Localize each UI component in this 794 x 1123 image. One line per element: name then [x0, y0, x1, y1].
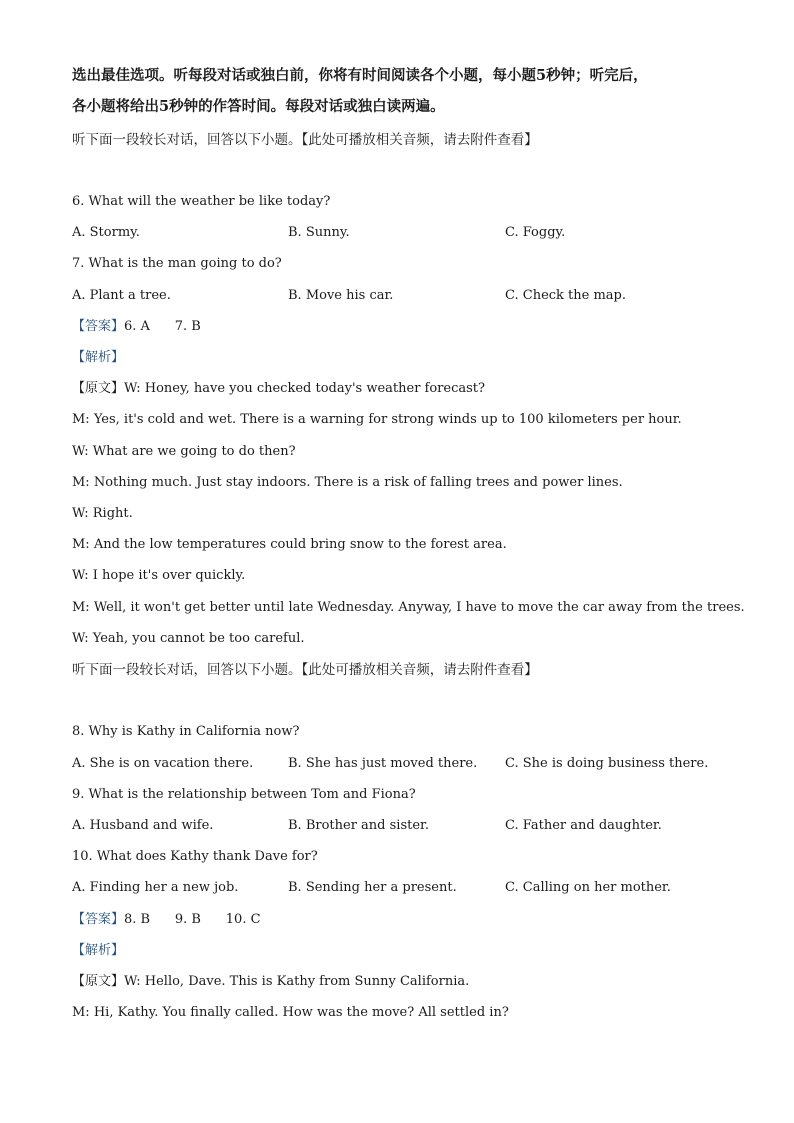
- instruction-line-1: 选出最佳选项。听每段对话或独白前，你将有时间阅读各个小题，每小题5秒钟；听完后，: [72, 67, 648, 84]
- question-6-stem: 6. What will the weather be like today?: [72, 194, 331, 209]
- transcript-line: W: Yeah, you cannot be too careful.: [72, 631, 305, 646]
- question-9-stem: 9. What is the relationship between Tom and Fiona?: [72, 787, 416, 802]
- answer-tag: 【答案】: [72, 319, 125, 334]
- transcript-line: M: Well, it won't get better until late Wednesday. Anyway, I have to move the car away from the trees.: [72, 600, 745, 615]
- question-8-option-c: C. She is doing business there.: [505, 756, 709, 771]
- question-8-stem: 8. Why is Kathy in California now?: [72, 724, 300, 739]
- question-6-option-c: C. Foggy.: [505, 225, 566, 240]
- transcript-line: M: Nothing much. Just stay indoors. There is a risk of falling trees and power lines.: [72, 475, 623, 490]
- question-10-option-a: A. Finding her a new job.: [72, 880, 239, 895]
- answer-block-2: [72, 911, 261, 929]
- question-10-stem: 10. What does Kathy thank Dave for?: [72, 849, 318, 864]
- question-6-option-a: A. Stormy.: [72, 225, 140, 240]
- transcript-line: W: I hope it's over quickly.: [72, 568, 246, 583]
- question-10-option-b: B. Sending her a present.: [288, 880, 457, 895]
- section-2-intro: 听下面一段较长对话，回答以下小题。【此处可播放相关音频，请去附件查看】: [72, 662, 538, 678]
- transcript-text: W: Hello, Dave. This is Kathy from Sunny California.: [124, 974, 470, 989]
- question-6-option-b: B. Sunny.: [288, 225, 350, 240]
- transcript-line: M: And the low temperatures could bring snow to the forest area.: [72, 537, 507, 552]
- question-8-option-b: B. She has just moved there.: [288, 756, 478, 771]
- question-7-option-a: A. Plant a tree.: [72, 288, 171, 303]
- question-7-option-b: B. Move his car.: [288, 288, 394, 303]
- analysis-tag-2: 【解析】: [72, 943, 125, 958]
- transcript-line: [72, 973, 469, 991]
- question-9-option-b: B. Brother and sister.: [288, 818, 429, 833]
- question-7-option-c: C. Check the map.: [505, 288, 627, 303]
- answer-values: 8. B 9. B 10. C: [124, 912, 261, 927]
- transcript-line: W: What are we going to do then?: [72, 444, 296, 459]
- transcript-line: [72, 380, 485, 398]
- transcript-line: W: Right.: [72, 506, 133, 521]
- question-8-option-a: A. She is on vacation there.: [72, 756, 254, 771]
- question-10-option-c: C. Calling on her mother.: [505, 880, 671, 895]
- answer-tag: 【答案】: [72, 912, 125, 927]
- answer-block-1: [72, 318, 201, 336]
- transcript-line: M: Hi, Kathy. You finally called. How was the move? All settled in?: [72, 1005, 509, 1020]
- answer-values: 6. A 7. B: [124, 319, 201, 334]
- instruction-line-2: 各小题将给出5秒钟的作答时间。每段对话或独白读两遍。: [72, 98, 445, 115]
- analysis-tag-1: 【解析】: [72, 350, 125, 365]
- transcript-tag: 【原文】: [72, 974, 125, 989]
- transcript-tag: 【原文】: [72, 381, 125, 396]
- section-1-intro: 听下面一段较长对话，回答以下小题。【此处可播放相关音频，请去附件查看】: [72, 132, 538, 148]
- question-9-option-a: A. Husband and wife.: [72, 818, 214, 833]
- question-9-option-c: C. Father and daughter.: [505, 818, 662, 833]
- transcript-text: W: Honey, have you checked today's weather forecast?: [124, 381, 485, 396]
- question-7-stem: 7. What is the man going to do?: [72, 256, 282, 271]
- transcript-line: M: Yes, it's cold and wet. There is a warning for strong winds up to 100 kilometers per hour.: [72, 412, 682, 427]
